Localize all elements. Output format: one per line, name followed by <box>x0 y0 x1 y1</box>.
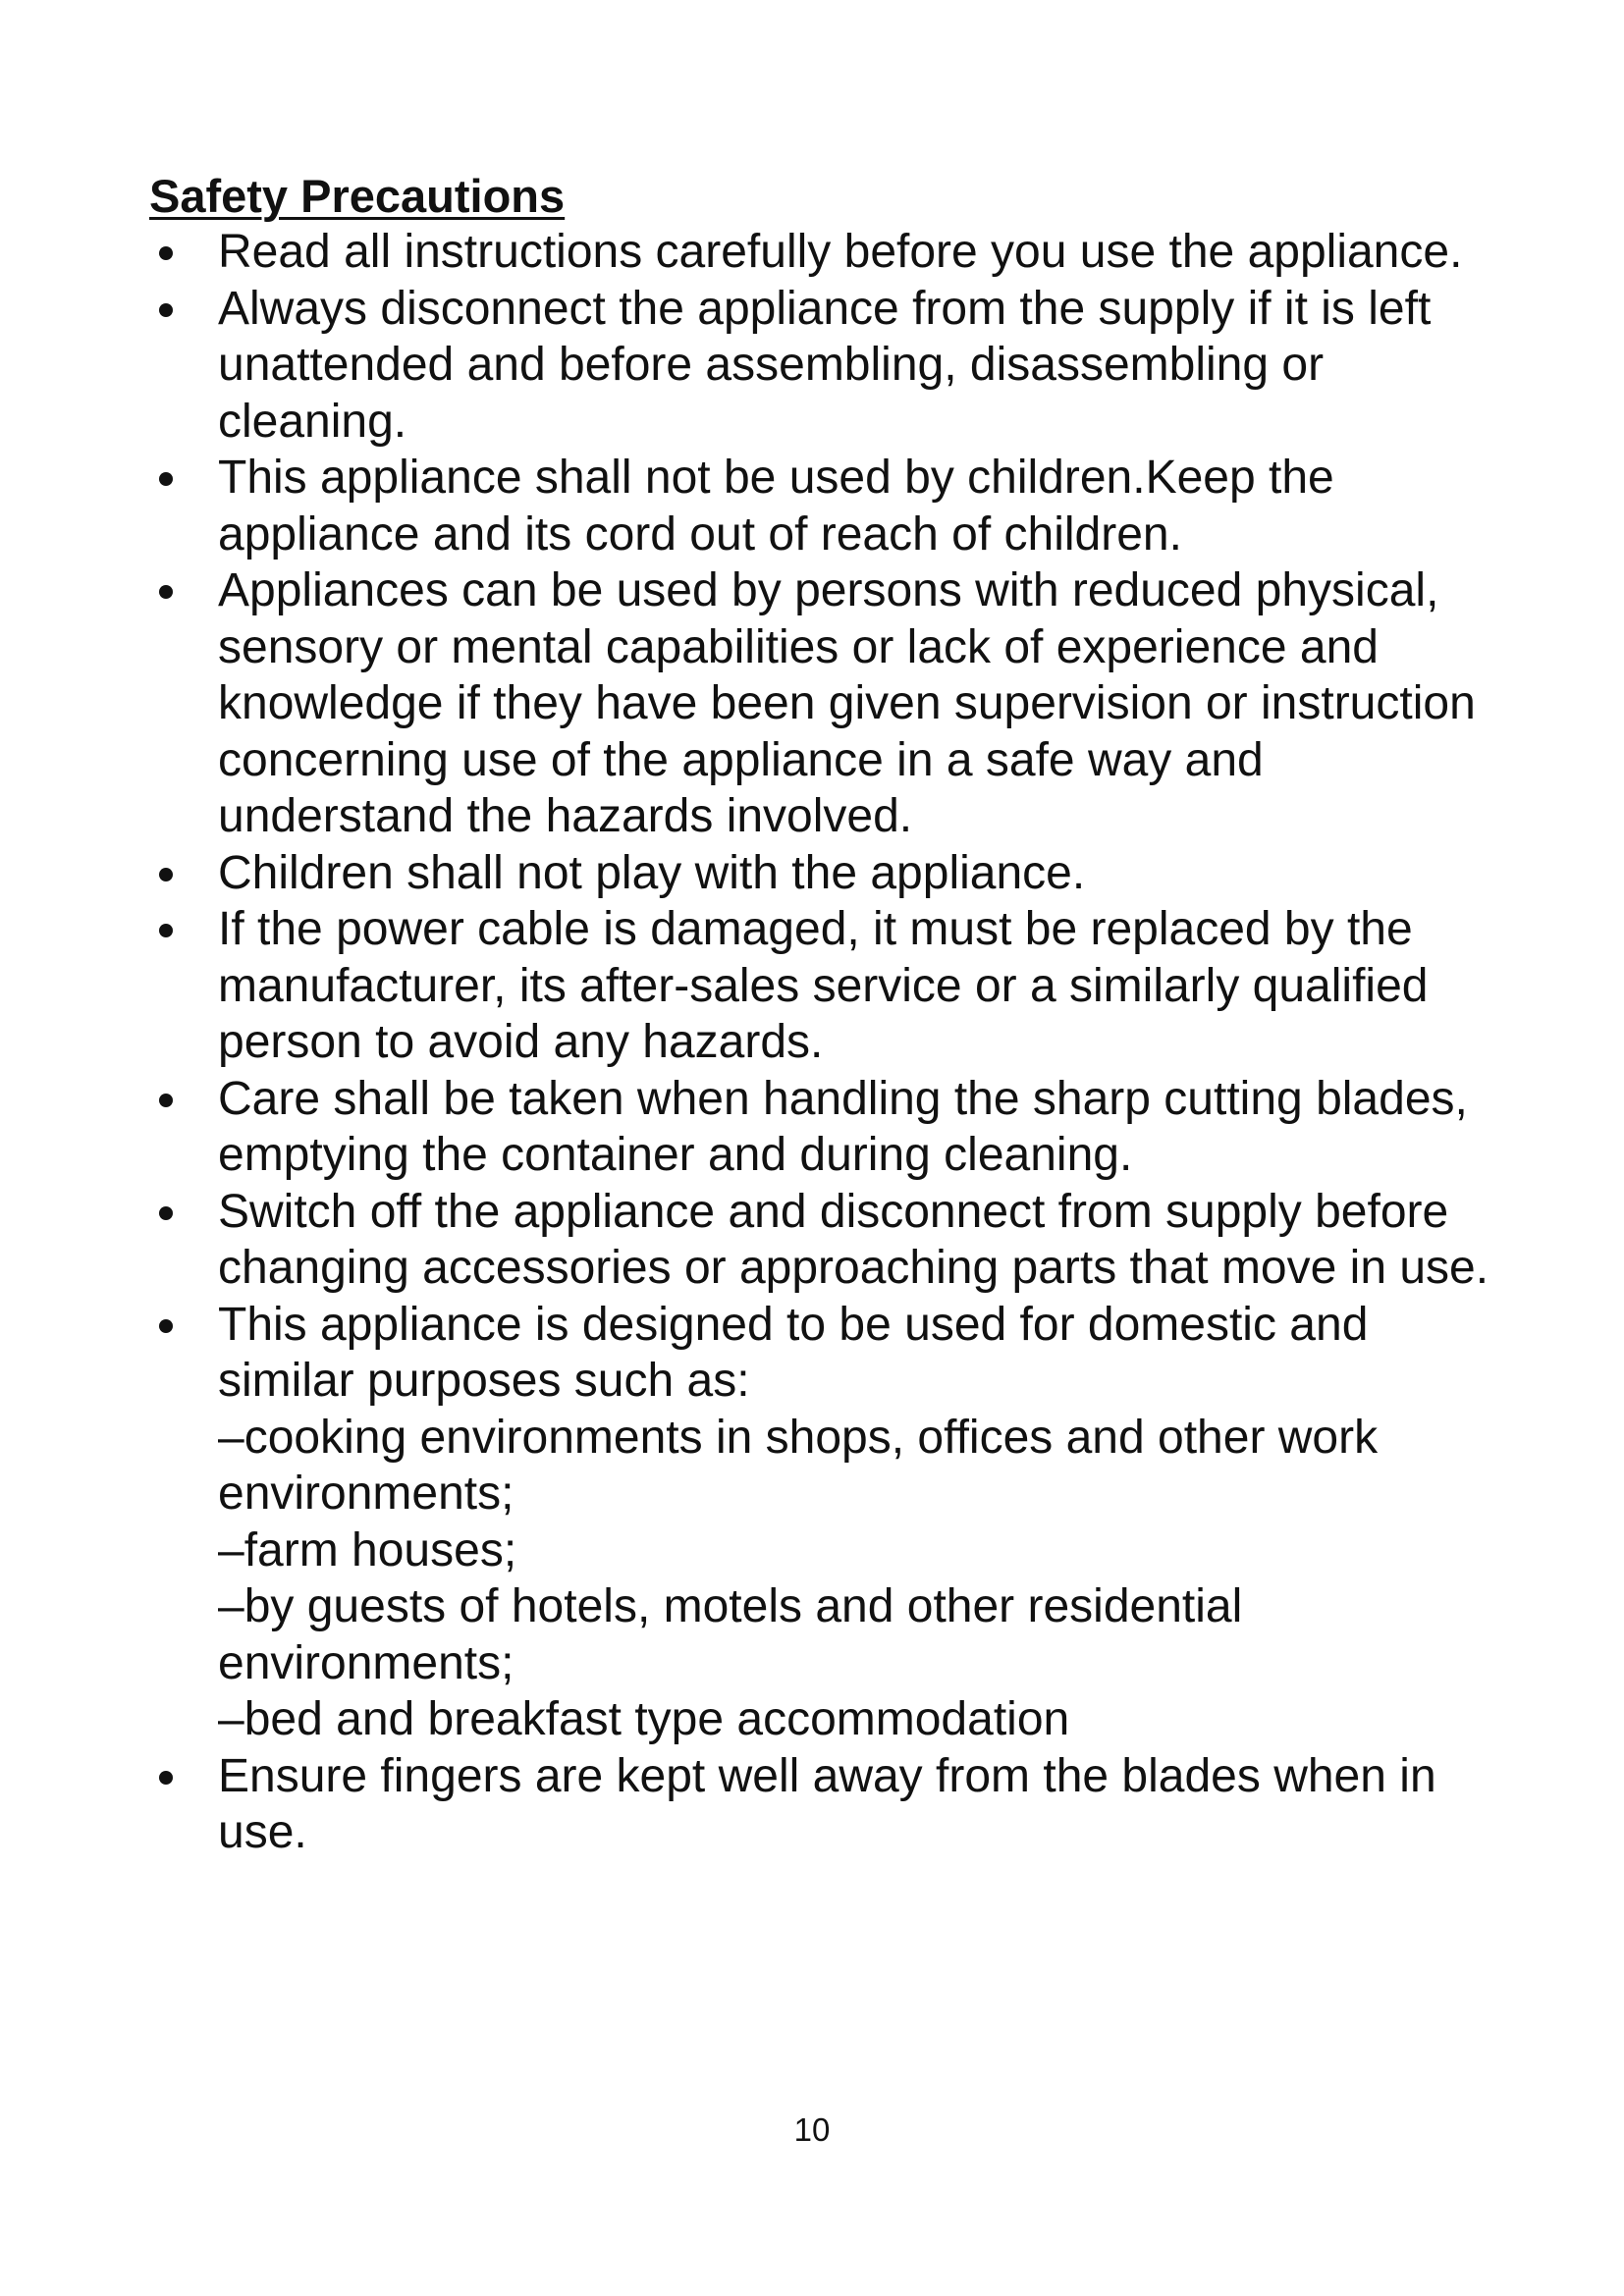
list-item-text: Switch off the appliance and disconnect from supply before changing accessories or approaching parts that move in use. <box>218 1185 1489 1294</box>
list-item-text: Appliances can be used by persons with reduced physical, sensory or mental capabilities or lack of experience and knowledge if they have been given supervision or instruction concerning use of the appliance in a safe way and understand the hazards involved. <box>218 564 1476 842</box>
list-item-text: Children shall not play with the appliance. <box>218 846 1086 899</box>
list-item <box>0 281 1624 451</box>
bullet-icon <box>159 868 173 881</box>
list-item-text: If the power cable is damaged, it must be replaced by the manufacturer, its after-sales service or a similarly qualified person to avoid any hazards. <box>218 903 1429 1068</box>
list-item-text: Read all instructions carefully before you use the appliance. <box>218 226 1463 278</box>
bullet-icon <box>159 303 173 317</box>
sub-item-text: –by guests of hotels, motels and other residential environments; <box>218 1580 1243 1689</box>
list-item <box>0 450 1624 562</box>
bullet-icon <box>159 585 173 599</box>
bullet-icon <box>159 1319 173 1333</box>
list-item-text: Always disconnect the appliance from the supply if it is left unattended and before assembling, disassembling or cleaning. <box>218 282 1432 448</box>
list-item <box>0 1184 1624 1297</box>
list-item <box>0 562 1624 845</box>
sub-item-text: –cooking environments in shops, offices and other work environments; <box>218 1411 1379 1520</box>
bullet-icon <box>159 246 173 260</box>
bullet-icon <box>159 1206 173 1220</box>
list-item-text: Ensure fingers are kept well away from the blades when in use. <box>218 1749 1436 1858</box>
sub-item-text: –farm houses; <box>218 1523 517 1576</box>
bullet-icon <box>159 1094 173 1107</box>
list-item <box>0 224 1624 281</box>
section-heading: Safety Precautions <box>149 170 566 222</box>
list-item <box>0 1297 1624 1748</box>
safety-list <box>0 224 1624 1861</box>
sub-item-text: –bed and breakfast type accommodation <box>218 1693 1070 1745</box>
list-item-text: Care shall be taken when handling the sharp cutting blades, emptying the container and during cleaning. <box>218 1072 1468 1181</box>
bullet-icon <box>159 472 173 486</box>
bullet-icon <box>159 924 173 937</box>
bullet-icon <box>159 1771 173 1785</box>
list-item <box>0 901 1624 1071</box>
list-item <box>0 845 1624 902</box>
list-item-text: This appliance is designed to be used for domestic and similar purposes such as: <box>218 1298 1369 1407</box>
page-number: 10 <box>793 2111 831 2148</box>
list-item <box>0 1071 1624 1184</box>
list-item <box>0 1748 1624 1861</box>
list-item-text: This appliance shall not be used by children.Keep the appliance and its cord out of reach of children. <box>218 452 1334 561</box>
